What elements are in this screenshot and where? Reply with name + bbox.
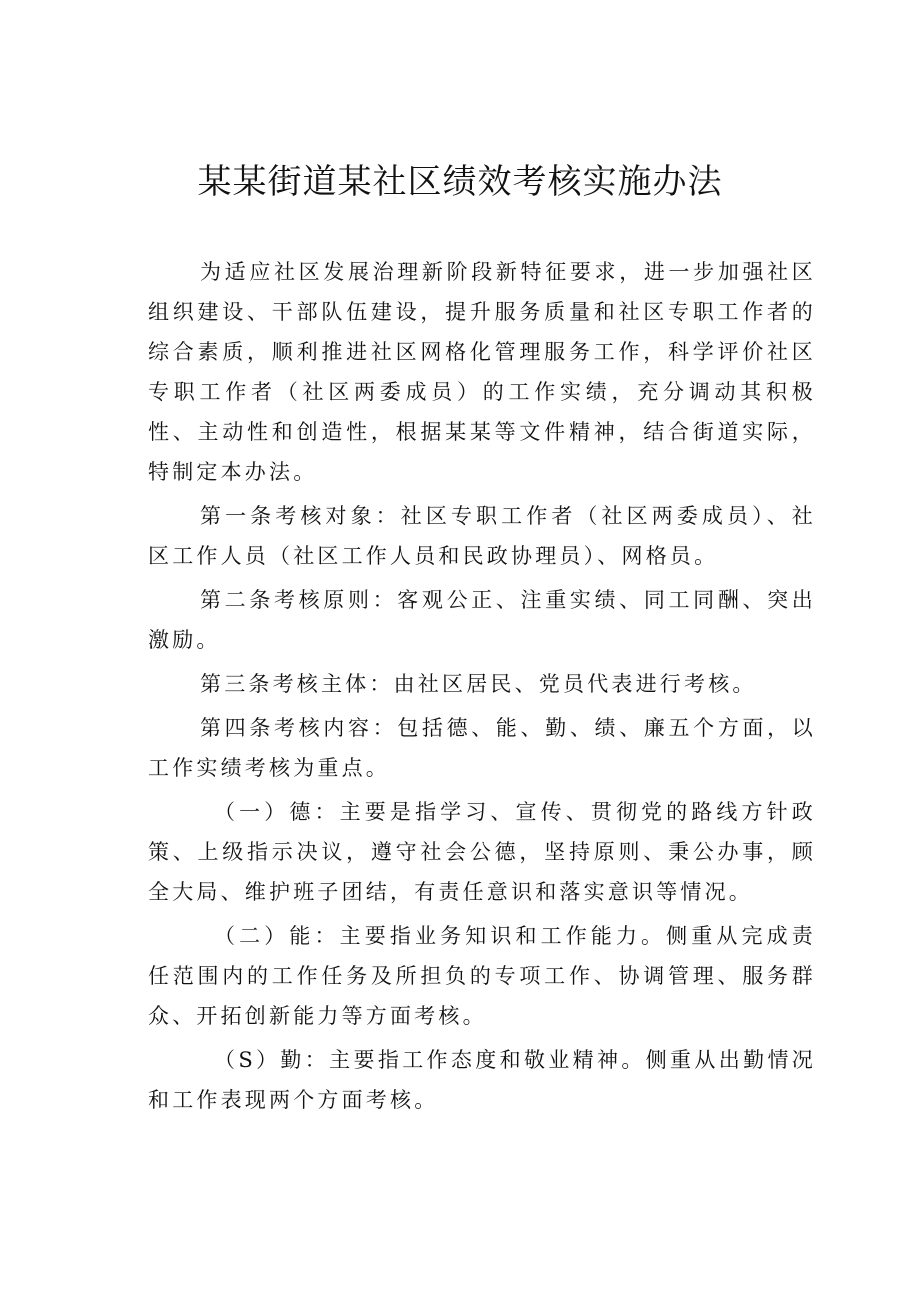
article-3-paragraph: 第三条考核主体：由社区居民、党员代表进行考核。 bbox=[200, 672, 757, 696]
item-diligence-paragraph: （S）勤：主要指工作态度和敬业精神。侧重从出勤情况和工作表现两个方面考核。 bbox=[148, 1048, 816, 1112]
document-body bbox=[148, 252, 816, 1124]
article-2-paragraph: 第二条考核原则：客观公正、注重实绩、同工同酬、突出激励。 bbox=[148, 588, 816, 652]
article-4-paragraph: 第四条考核内容：包括德、能、勤、绩、廉五个方面，以工作实绩考核为重点。 bbox=[148, 716, 816, 780]
item-ability-paragraph: （二）能：主要指业务知识和工作能力。侧重从完成责任范围内的工作任务及所担负的专项工作、协调管理、服务群众、开拓创新能力等方面考核。 bbox=[148, 924, 816, 1028]
article-1-paragraph: 第一条考核对象：社区专职工作者（社区两委成员）、社区工作人员（社区工作人员和民政协理员）、网格员。 bbox=[148, 504, 816, 568]
document-title: 某某街道某社区绩效考核实施办法 bbox=[197, 162, 723, 202]
item-virtue-paragraph: （一）德：主要是指学习、宣传、贯彻党的路线方针政策、上级指示决议，遵守社会公德，坚持原则、秉公办事，顾全大局、维护班子团结，有责任意识和落实意识等情况。 bbox=[148, 800, 816, 904]
intro-paragraph: 为适应社区发展治理新阶段新特征要求，进一步加强社区组织建设、干部队伍建设，提升服务质量和社区专职工作者的综合素质，顺利推进社区网格化管理服务工作，科学评价社区专职工作者（社区两委成员）的工作实绩，充分调动其积极性、主动性和创造性，根据某某等文件精神，结合街道实际，特制定本办法。 bbox=[148, 260, 816, 484]
